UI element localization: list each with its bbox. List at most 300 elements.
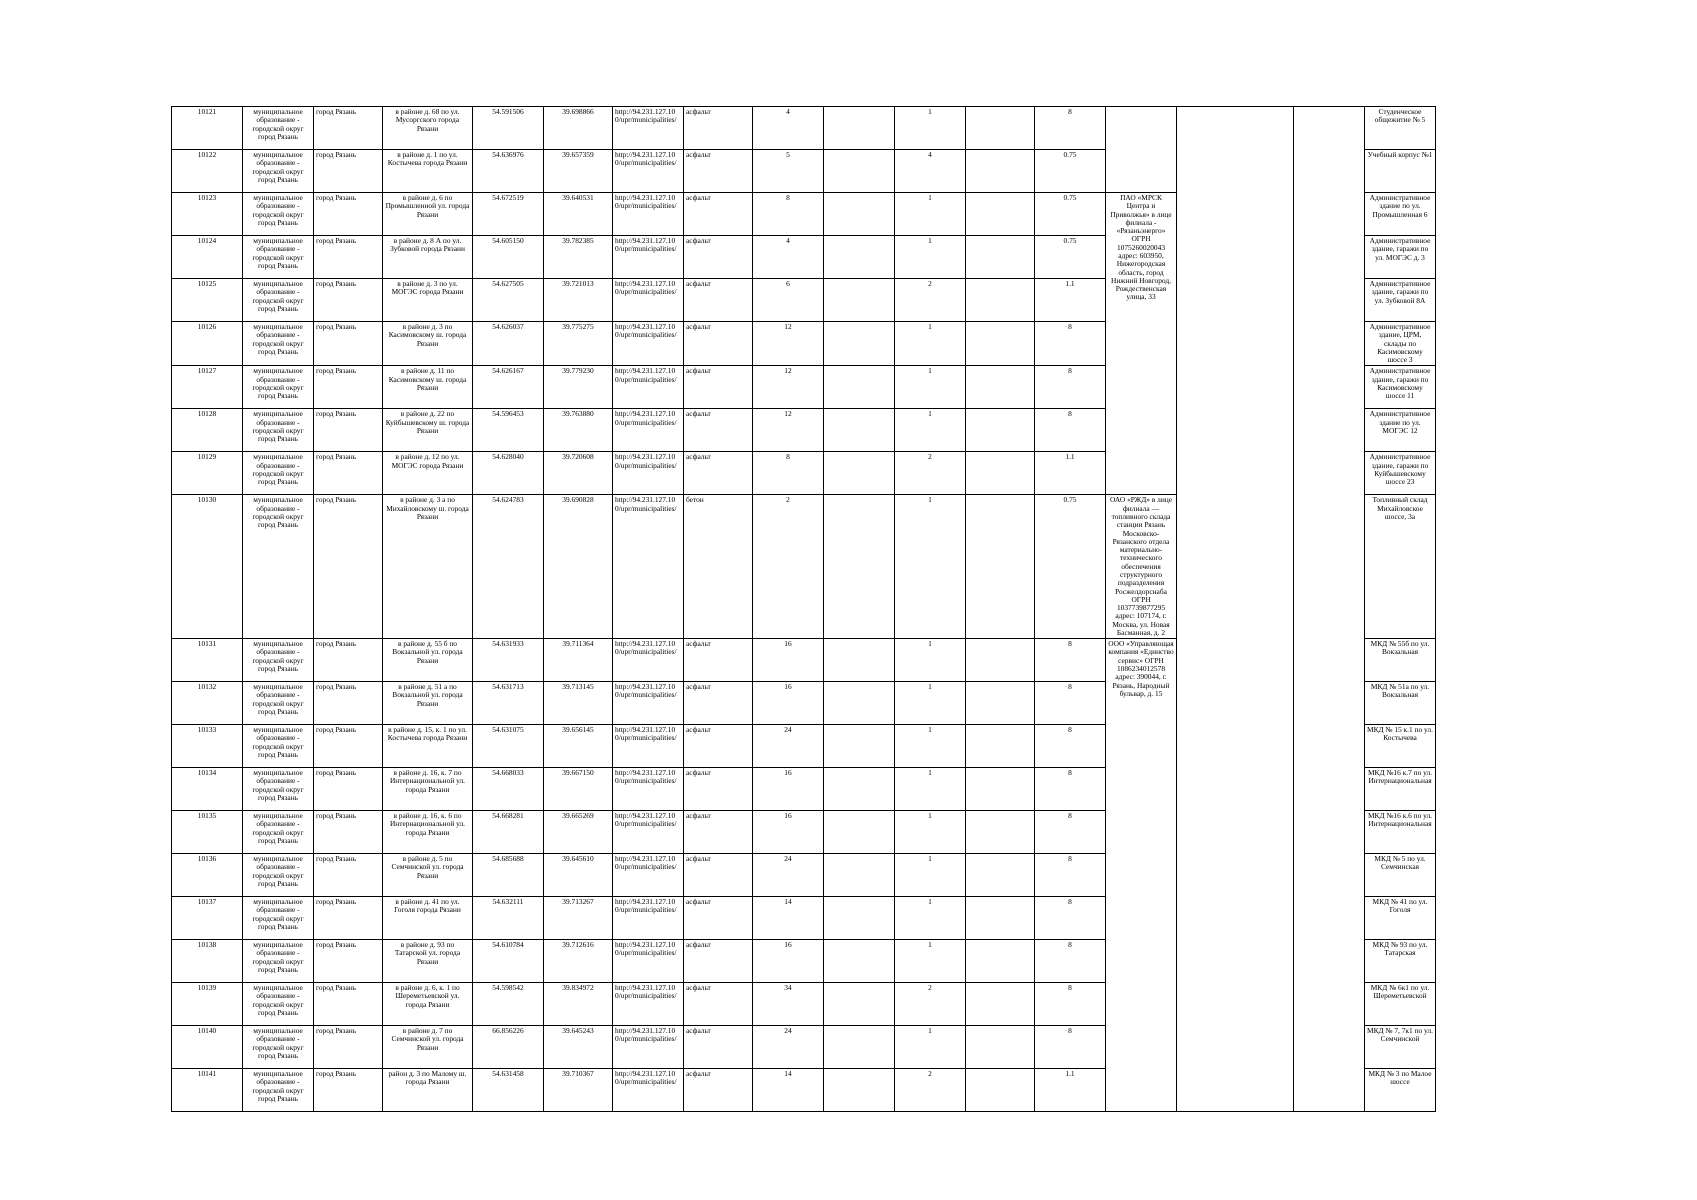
empty-cell — [824, 854, 895, 897]
latitude: 54.632111 — [473, 897, 544, 940]
address: в районе д. 16, к. 6 по Интернациональной ул. города Рязани — [383, 811, 473, 854]
site-area: 2 — [753, 495, 824, 639]
latitude: 54.626167 — [473, 366, 544, 409]
waste-sites-table — [171, 106, 1533, 1112]
longitude: 39.834972 — [544, 983, 613, 1026]
empty-cell — [824, 495, 895, 639]
surface-type: асфальт — [684, 366, 753, 409]
longitude: 39.712616 — [544, 940, 613, 983]
container-volume: 8 — [1035, 639, 1106, 682]
address: в районе д. 41 по ул. Гоголя города Рязани — [383, 897, 473, 940]
site-id: 10130 — [172, 495, 243, 639]
longitude: 39.690828 — [544, 495, 613, 639]
latitude: 54.605150 — [473, 236, 544, 279]
container-volume: 8 — [1035, 983, 1106, 1026]
waste-source: МКД № 51а по ул. Вокзальная — [1365, 682, 1436, 725]
empty-cell — [966, 495, 1035, 639]
latitude: 66.856226 — [473, 1026, 544, 1069]
surface-type: асфальт — [684, 107, 753, 150]
longitude: 39.698866 — [544, 107, 613, 150]
surface-type: асфальт — [684, 1026, 753, 1069]
waste-source: МКД № 41 по ул. Гоголя — [1365, 897, 1436, 940]
registry-link: http://94.231.127.10 0/upr/municipalities/ — [613, 193, 684, 236]
registry-link: http://94.231.127.10 0/upr/municipalities/ — [613, 1069, 684, 1112]
site-id: 10128 — [172, 409, 243, 452]
address: в районе д. 11 по Касимовскому ш. города Рязани — [383, 366, 473, 409]
empty-cell — [966, 193, 1035, 236]
latitude: 54.627505 — [473, 279, 544, 322]
empty-cell — [824, 107, 895, 150]
city: город Рязань — [314, 495, 383, 639]
empty-cell — [824, 811, 895, 854]
registry-link: http://94.231.127.10 0/upr/municipalities/ — [613, 452, 684, 495]
container-count: 1 — [895, 495, 966, 639]
responsible-organization — [1106, 107, 1177, 193]
registry-link: http://94.231.127.10 0/upr/municipalities/ — [613, 409, 684, 452]
empty-cell — [966, 639, 1035, 682]
empty-cell — [824, 279, 895, 322]
municipality: муниципальное образование - городской округ город Рязань — [243, 366, 314, 409]
site-id: 10134 — [172, 768, 243, 811]
container-count: 1 — [895, 322, 966, 366]
latitude: 54.668033 — [473, 768, 544, 811]
waste-source: МКД № 7, 7к1 по ул. Семчинской — [1365, 1026, 1436, 1069]
address: в районе д. 5 по Семчинской ул. города Рязани — [383, 854, 473, 897]
empty-cell — [966, 1026, 1035, 1069]
registry-link: http://94.231.127.10 0/upr/municipalities/ — [613, 107, 684, 150]
waste-source: МКД № 5 по ул. Семчинская — [1365, 854, 1436, 897]
address: в районе д. 3 по ул. МОГЭС города Рязани — [383, 279, 473, 322]
municipality: муниципальное образование - городской округ город Рязань — [243, 682, 314, 725]
municipality: муниципальное образование - городской округ город Рязань — [243, 107, 314, 150]
container-volume: 8 — [1035, 409, 1106, 452]
registry-link: http://94.231.127.10 0/upr/municipalities/ — [613, 725, 684, 768]
municipality: муниципальное образование - городской округ город Рязань — [243, 279, 314, 322]
latitude: 54.598542 — [473, 983, 544, 1026]
container-volume: 0.75 — [1035, 150, 1106, 193]
empty-cell — [824, 940, 895, 983]
municipality: муниципальное образование - городской округ город Рязань — [243, 322, 314, 366]
site-id: 10131 — [172, 639, 243, 682]
city: город Рязань — [314, 452, 383, 495]
waste-source: Топливный склад Михайловское шоссе, 3а — [1365, 495, 1436, 639]
longitude: 39.645610 — [544, 854, 613, 897]
address: в районе д. 93 по Татарской ул. города Рязани — [383, 940, 473, 983]
empty-cell — [824, 193, 895, 236]
site-id: 10140 — [172, 1026, 243, 1069]
registry-link: http://94.231.127.10 0/upr/municipalities/ — [613, 682, 684, 725]
waste-source: МКД № 55б по ул. Вокзальная — [1365, 639, 1436, 682]
container-volume: 8 — [1035, 1026, 1106, 1069]
site-area: 16 — [753, 811, 824, 854]
waste-source: Административное здание, гаражи по Куйбышевскому шоссе 23 — [1365, 452, 1436, 495]
empty-cell — [824, 452, 895, 495]
surface-type: асфальт — [684, 322, 753, 366]
site-id: 10123 — [172, 193, 243, 236]
surface-type: асфальт — [684, 409, 753, 452]
municipality: муниципальное образование - городской округ город Рязань — [243, 725, 314, 768]
surface-type: асфальт — [684, 1069, 753, 1112]
municipality: муниципальное образование - городской округ город Рязань — [243, 236, 314, 279]
empty-cell — [824, 409, 895, 452]
responsible-organization: ОАО «РЖД» в лице филиала — топливного склада станции Рязань Московско- Рязанского отдела материально- технического обеспечения структурного подразделения Росжелдорснаба ОГРН 1037739877295 адрес: 107174, г. Москва, ул. Новая Басманная, д. 2 — [1106, 495, 1177, 639]
site-area: 5 — [753, 150, 824, 193]
container-count: 2 — [895, 983, 966, 1026]
container-volume: 8 — [1035, 322, 1106, 366]
waste-source: МКД № 6к1 по ул. Шереметьевской — [1365, 983, 1436, 1026]
municipality: муниципальное образование - городской округ город Рязань — [243, 854, 314, 897]
longitude: 39.710367 — [544, 1069, 613, 1112]
surface-type: асфальт — [684, 811, 753, 854]
container-count: 1 — [895, 768, 966, 811]
site-id: 10135 — [172, 811, 243, 854]
waste-source: Административное здание, гаражи по Касимовскому шоссе 11 — [1365, 366, 1436, 409]
waste-source: Административное здание по ул. МОГЭС 12 — [1365, 409, 1436, 452]
city: город Рязань — [314, 322, 383, 366]
longitude: 39.667150 — [544, 768, 613, 811]
municipality: муниципальное образование - городской округ город Рязань — [243, 983, 314, 1026]
waste-source: Административное здание, ЦРМ, склады по Касимовскому шоссе 3 — [1365, 322, 1436, 366]
address: в районе д. 6, к. 1 по Шереметьевской ул. города Рязани — [383, 983, 473, 1026]
empty-cell — [966, 366, 1035, 409]
site-id: 10136 — [172, 854, 243, 897]
municipality: муниципальное образование - городской округ город Рязань — [243, 768, 314, 811]
registry-link: http://94.231.127.10 0/upr/municipalities/ — [613, 854, 684, 897]
registry-link: http://94.231.127.10 0/upr/municipalities/ — [613, 940, 684, 983]
address: в районе д. 68 по ул. Мусоргского города Рязани — [383, 107, 473, 150]
city: город Рязань — [314, 409, 383, 452]
waste-source: Студенческое общежитие № 5 — [1365, 107, 1436, 150]
latitude: 54.636976 — [473, 150, 544, 193]
surface-type: асфальт — [684, 940, 753, 983]
surface-type: асфальт — [684, 279, 753, 322]
surface-type: асфальт — [684, 768, 753, 811]
site-id: 10138 — [172, 940, 243, 983]
address: в районе д. 7 по Семчинской ул. города Рязани — [383, 1026, 473, 1069]
waste-source: Административное здание, гаражи по ул. Зубковой 8А — [1365, 279, 1436, 322]
container-volume: 8 — [1035, 366, 1106, 409]
address: в районе д. 15, к. 1 по ул. Костычева города Рязани — [383, 725, 473, 768]
registry-link: http://94.231.127.10 0/upr/municipalities/ — [613, 768, 684, 811]
surface-type: асфальт — [684, 983, 753, 1026]
latitude: 54.685688 — [473, 854, 544, 897]
registry-link: http://94.231.127.10 0/upr/municipalities/ — [613, 236, 684, 279]
address: в районе д. 16, к. 7 по Интернациональной ул. города Рязани — [383, 768, 473, 811]
longitude: 39.763880 — [544, 409, 613, 452]
container-volume: 8 — [1035, 897, 1106, 940]
site-area: 16 — [753, 639, 824, 682]
city: город Рязань — [314, 811, 383, 854]
empty-cell — [966, 854, 1035, 897]
longitude: 39.779230 — [544, 366, 613, 409]
registry-link: http://94.231.127.10 0/upr/municipalities/ — [613, 639, 684, 682]
address: в районе д. 22 по Куйбышевскому ш. города Рязани — [383, 409, 473, 452]
site-area: 6 — [753, 279, 824, 322]
site-area: 16 — [753, 682, 824, 725]
empty-cell — [966, 811, 1035, 854]
registry-link: http://94.231.127.10 0/upr/municipalities/ — [613, 366, 684, 409]
address: район д. 3 по Малому ш. города Рязани — [383, 1069, 473, 1112]
empty-cell — [966, 682, 1035, 725]
city: город Рязань — [314, 1069, 383, 1112]
container-volume: 1.1 — [1035, 279, 1106, 322]
empty-cell — [824, 236, 895, 279]
container-count: 1 — [895, 193, 966, 236]
site-id: 10126 — [172, 322, 243, 366]
latitude: 54.631075 — [473, 725, 544, 768]
site-id: 10121 — [172, 107, 243, 150]
surface-type: асфальт — [684, 897, 753, 940]
site-area: 24 — [753, 1026, 824, 1069]
surface-type: асфальт — [684, 236, 753, 279]
city: город Рязань — [314, 279, 383, 322]
site-id: 10133 — [172, 725, 243, 768]
empty-cell — [966, 940, 1035, 983]
empty-cell — [966, 150, 1035, 193]
municipality: муниципальное образование - городской округ город Рязань — [243, 452, 314, 495]
municipality: муниципальное образование - городской округ город Рязань — [243, 897, 314, 940]
container-volume: 8 — [1035, 107, 1106, 150]
empty-cell — [824, 682, 895, 725]
site-area: 14 — [753, 897, 824, 940]
empty-cell — [824, 1069, 895, 1112]
city: город Рязань — [314, 725, 383, 768]
site-id: 10132 — [172, 682, 243, 725]
municipality: муниципальное образование - городской округ город Рязань — [243, 639, 314, 682]
container-volume: 8 — [1035, 725, 1106, 768]
container-volume: 1.1 — [1035, 452, 1106, 495]
container-count: 1 — [895, 940, 966, 983]
city: город Рязань — [314, 940, 383, 983]
latitude: 54.631933 — [473, 639, 544, 682]
longitude: 39.645243 — [544, 1026, 613, 1069]
waste-source: МКД № 3 по Малое шоссе — [1365, 1069, 1436, 1112]
surface-type: бетон — [684, 495, 753, 639]
surface-type: асфальт — [684, 193, 753, 236]
container-volume: 0.75 — [1035, 236, 1106, 279]
latitude: 54.668281 — [473, 811, 544, 854]
empty-cell — [966, 409, 1035, 452]
site-area: 4 — [753, 107, 824, 150]
container-count: 2 — [895, 452, 966, 495]
empty-cell — [824, 322, 895, 366]
site-area: 24 — [753, 725, 824, 768]
latitude: 54.596453 — [473, 409, 544, 452]
city: город Рязань — [314, 1026, 383, 1069]
site-area: 34 — [753, 983, 824, 1026]
waste-source: МКД №16 к.6 по ул. Интернациональная — [1365, 811, 1436, 854]
address: в районе д. 3 а по Михайловскому ш. города Рязани — [383, 495, 473, 639]
city: город Рязань — [314, 639, 383, 682]
site-id: 10141 — [172, 1069, 243, 1112]
container-count: 1 — [895, 366, 966, 409]
waste-source: МКД № 15 к.1 по ул. Костычева — [1365, 725, 1436, 768]
longitude: 39.657359 — [544, 150, 613, 193]
empty-col-16 — [1177, 107, 1294, 1112]
waste-source: Административное здание, гаражи по ул. МОГЭС д. 3 — [1365, 236, 1436, 279]
empty-cell — [824, 897, 895, 940]
municipality: муниципальное образование - городской округ город Рязань — [243, 811, 314, 854]
waste-source: МКД №16 к.7 по ул. Интернациональная — [1365, 768, 1436, 811]
empty-cell — [966, 279, 1035, 322]
site-area: 12 — [753, 409, 824, 452]
address: в районе д. 6 по Промышленной ул. города Рязани — [383, 193, 473, 236]
city: город Рязань — [314, 193, 383, 236]
container-count: 2 — [895, 279, 966, 322]
longitude: 39.775275 — [544, 322, 613, 366]
empty-cell — [966, 107, 1035, 150]
empty-col-17 — [1294, 107, 1365, 1112]
registry-link: http://94.231.127.10 0/upr/municipalities/ — [613, 322, 684, 366]
empty-cell — [966, 1069, 1035, 1112]
waste-source: Административное здание по ул. Промышленная 6 — [1365, 193, 1436, 236]
site-area: 16 — [753, 940, 824, 983]
site-id: 10129 — [172, 452, 243, 495]
site-area: 8 — [753, 193, 824, 236]
municipality: муниципальное образование - городской округ город Рязань — [243, 193, 314, 236]
municipality: муниципальное образование - городской округ город Рязань — [243, 150, 314, 193]
longitude: 39.713145 — [544, 682, 613, 725]
city: город Рязань — [314, 983, 383, 1026]
empty-cell — [824, 725, 895, 768]
site-id: 10137 — [172, 897, 243, 940]
municipality: муниципальное образование - городской округ город Рязань — [243, 940, 314, 983]
longitude: 39.713267 — [544, 897, 613, 940]
container-count: 1 — [895, 897, 966, 940]
longitude: 39.711364 — [544, 639, 613, 682]
address: в районе д. 55 б по Вокзальной ул. города Рязани — [383, 639, 473, 682]
container-volume: 8 — [1035, 682, 1106, 725]
longitude: 39.640531 — [544, 193, 613, 236]
container-count: 1 — [895, 811, 966, 854]
site-area: 24 — [753, 854, 824, 897]
longitude: 39.656145 — [544, 725, 613, 768]
site-area: 12 — [753, 322, 824, 366]
address: в районе д. 8 А по ул. Зубковой города Рязани — [383, 236, 473, 279]
site-area: 12 — [753, 366, 824, 409]
latitude: 54.631458 — [473, 1069, 544, 1112]
registry-link: http://94.231.127.10 0/upr/municipalities/ — [613, 1026, 684, 1069]
registry-link: http://94.231.127.10 0/upr/municipalities/ — [613, 150, 684, 193]
empty-cell — [824, 1026, 895, 1069]
container-count: 1 — [895, 725, 966, 768]
container-count: 1 — [895, 854, 966, 897]
container-volume: 0.75 — [1035, 495, 1106, 639]
empty-cell — [966, 452, 1035, 495]
responsible-organization: ПАО «МРСК Центра и Приволжья» в лице филиала - «Рязаньэнерго» ОГРН 1075260020043 адрес: 603950, Нижегородская область, город Нижний Новгород, Рождественская улица, 33 — [1106, 193, 1177, 495]
container-count: 1 — [895, 639, 966, 682]
container-count: 2 — [895, 1069, 966, 1112]
municipality: муниципальное образование - городской округ город Рязань — [243, 1069, 314, 1112]
container-count: 1 — [895, 107, 966, 150]
site-id: 10139 — [172, 983, 243, 1026]
city: город Рязань — [314, 107, 383, 150]
empty-cell — [824, 768, 895, 811]
city: город Рязань — [314, 768, 383, 811]
empty-cell — [824, 983, 895, 1026]
address: в районе д. 1 по ул. Костычева города Рязани — [383, 150, 473, 193]
container-count: 1 — [895, 409, 966, 452]
container-count: 1 — [895, 236, 966, 279]
surface-type: асфальт — [684, 725, 753, 768]
site-area: 8 — [753, 452, 824, 495]
surface-type: асфальт — [684, 452, 753, 495]
container-count: 1 — [895, 682, 966, 725]
longitude: 39.782385 — [544, 236, 613, 279]
empty-cell — [966, 322, 1035, 366]
address: в районе д. 51 а по Вокзальной ул. города Рязани — [383, 682, 473, 725]
empty-cell — [824, 366, 895, 409]
waste-source: МКД № 93 по ул. Татарская — [1365, 940, 1436, 983]
latitude: 54.610784 — [473, 940, 544, 983]
site-id: 10127 — [172, 366, 243, 409]
latitude: 54.628040 — [473, 452, 544, 495]
site-id: 10124 — [172, 236, 243, 279]
city: город Рязань — [314, 897, 383, 940]
city: город Рязань — [314, 236, 383, 279]
responsible-organization: ООО «Управляющая компания «Единство сервис» ОГРН 1086234012578 адрес: 390044, г. Рязань, Народный бульвар, д. 15 — [1106, 639, 1177, 1112]
empty-cell — [966, 983, 1035, 1026]
surface-type: асфальт — [684, 854, 753, 897]
registry-link: http://94.231.127.10 0/upr/municipalities/ — [613, 495, 684, 639]
registry-link: http://94.231.127.10 0/upr/municipalities/ — [613, 811, 684, 854]
latitude: 54.624783 — [473, 495, 544, 639]
container-volume: 8 — [1035, 940, 1106, 983]
city: город Рязань — [314, 854, 383, 897]
surface-type: асфальт — [684, 682, 753, 725]
container-count: 1 — [895, 1026, 966, 1069]
empty-cell — [966, 768, 1035, 811]
empty-cell — [824, 639, 895, 682]
latitude: 54.626037 — [473, 322, 544, 366]
empty-cell — [966, 725, 1035, 768]
site-id: 10122 — [172, 150, 243, 193]
site-area: 14 — [753, 1069, 824, 1112]
municipality: муниципальное образование - городской округ город Рязань — [243, 409, 314, 452]
city: город Рязань — [314, 366, 383, 409]
registry-link: http://94.231.127.10 0/upr/municipalities/ — [613, 279, 684, 322]
city: город Рязань — [314, 682, 383, 725]
city: город Рязань — [314, 150, 383, 193]
address: в районе д. 3 по Касимовскому ш. города Рязани — [383, 322, 473, 366]
waste-source: Учебный корпус №1 — [1365, 150, 1436, 193]
container-volume: 8 — [1035, 854, 1106, 897]
empty-cell — [824, 150, 895, 193]
site-area: 4 — [753, 236, 824, 279]
longitude: 39.721013 — [544, 279, 613, 322]
registry-link: http://94.231.127.10 0/upr/municipalities/ — [613, 897, 684, 940]
container-volume: 1.1 — [1035, 1069, 1106, 1112]
table-row — [172, 107, 1533, 150]
container-volume: 8 — [1035, 768, 1106, 811]
container-count: 4 — [895, 150, 966, 193]
empty-cell — [966, 897, 1035, 940]
municipality: муниципальное образование - городской округ город Рязань — [243, 1026, 314, 1069]
surface-type: асфальт — [684, 150, 753, 193]
municipality: муниципальное образование - городской округ город Рязань — [243, 495, 314, 639]
empty-cell — [966, 236, 1035, 279]
container-volume: 0.75 — [1035, 193, 1106, 236]
longitude: 39.720608 — [544, 452, 613, 495]
container-volume: 8 — [1035, 811, 1106, 854]
longitude: 39.665269 — [544, 811, 613, 854]
latitude: 54.672519 — [473, 193, 544, 236]
latitude: 54.591506 — [473, 107, 544, 150]
latitude: 54.631713 — [473, 682, 544, 725]
site-area: 16 — [753, 768, 824, 811]
surface-type: асфальт — [684, 639, 753, 682]
address: в районе д. 12 по ул. МОГЭС города Рязани — [383, 452, 473, 495]
